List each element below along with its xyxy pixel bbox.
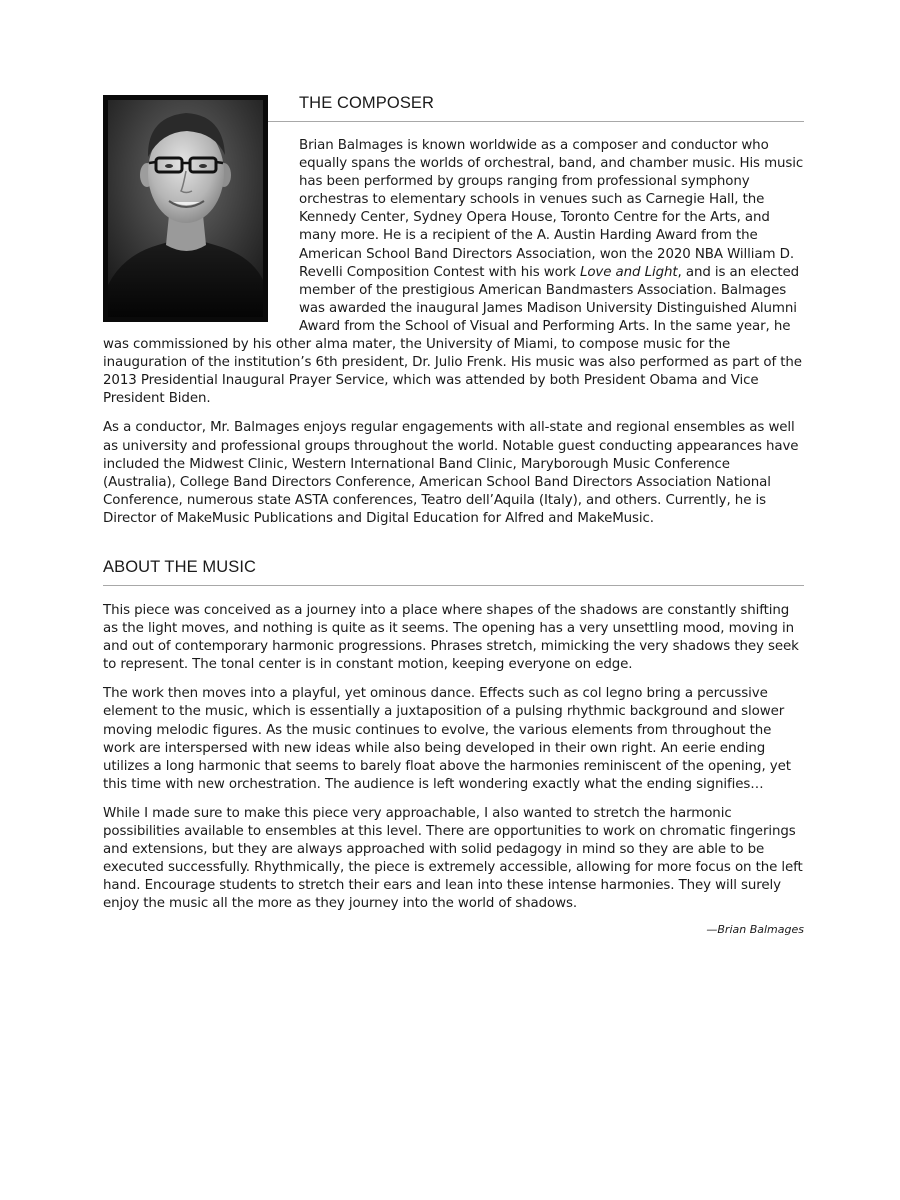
about-heading: ABOUT THE MUSIC: [103, 558, 804, 586]
about-paragraph-3: While I made sure to make this piece very approachable, I also wanted to stretch the harmonic possibilities available to ensembles at this level. There are opportunities to work on chromatic fingerings and extensions, but they are always approached with solid pedagogy in mind so they are able to be executed successfully. Rhythmically, the piece is extremely accessible, allowing for more focus on the left hand. Encourage students to stretch their ears and lean into these intense harmonies. They will surely enjoy the music all the more as they journey into the world of shadows.: [103, 805, 803, 912]
composer-conductor-paragraph: As a conductor, Mr. Balmages enjoys regular engagements with all-state and regional ensembles as well as university and professional groups throughout the world. Notable guest conducting appearances have included the Midwest Clinic, Western International Band Clinic, Maryborough Music Conference (Australia), College Band Directors Conference, American School Band Directors Association National Conference, numerous state ASTA conferences, Teatro dell’Aquila (Italy), and others. Currently, he is Director of MakeMusic Publications and Digital Education for Alfred and MakeMusic.: [103, 420, 799, 526]
work-title: Love and Light: [579, 264, 678, 280]
composer-section: [103, 94, 804, 528]
page-content: [103, 92, 804, 936]
about-paragraph-2: The work then moves into a playful, yet ominous dance. Effects such as col legno bring a percussive element to the music, which is essentially a juxtaposition of a pulsing rhythmic background and slower moving melodic figures. As the music continues to evolve, the various elements from throughout the work are interspersed with new ideas while also being developed in their own right. An eerie ending utilizes a long harmonic that seems to barely float above the harmonies reminiscent of the opening, yet this time with new orchestration. The audience is left wondering exactly what the ending signifies…: [103, 686, 791, 792]
bio-text-end: , and is an elected member of the prestigious American Bandmasters Association. Balmages was awarded the inaugural James Madison University Distinguished Alumni Award from the School of Visual and Performing Arts. In the same year, he was commissioned by his other alma mater, the University of Miami, to compose music for the inauguration of the institution’s 6th president, Dr. Julio Frenk. His music was also performed as part of the 2013 Presidential Inaugural Prayer Service, which was attended by both President Obama and Vice President Biden.: [103, 264, 802, 407]
composer-heading: THE COMPOSER: [103, 94, 804, 122]
bio-text-start: Brian Balmages is known worldwide as a composer and conductor who equally spans the worlds of orchestral, band, and chamber music. His music has been performed by groups ranging from professional symphony orchestras to elementary schools in venues such as Carnegie Hall, the Kennedy Center, Sydney Opera House, Toronto Centre for the Arts, and many more. He is a recipient of the A. Austin Harding Award from the American School Band Directors Association, won the 2020 NBA William D. Revelli Composition Contest with his work: [299, 138, 804, 280]
about-paragraph-1: This piece was conceived as a journey into a place where shapes of the shadows are constantly shifting as the light moves, and nothing is quite as it seems. The opening has a very unsettling mood, moving in and out of contemporary harmonic progressions. Phrases stretch, mimicking the very shadows they seek to represent. The tonal center is in constant motion, keeping everyone on edge.: [103, 602, 799, 673]
composer-photo: [103, 95, 268, 322]
signature: —Brian Balmages: [706, 923, 804, 937]
